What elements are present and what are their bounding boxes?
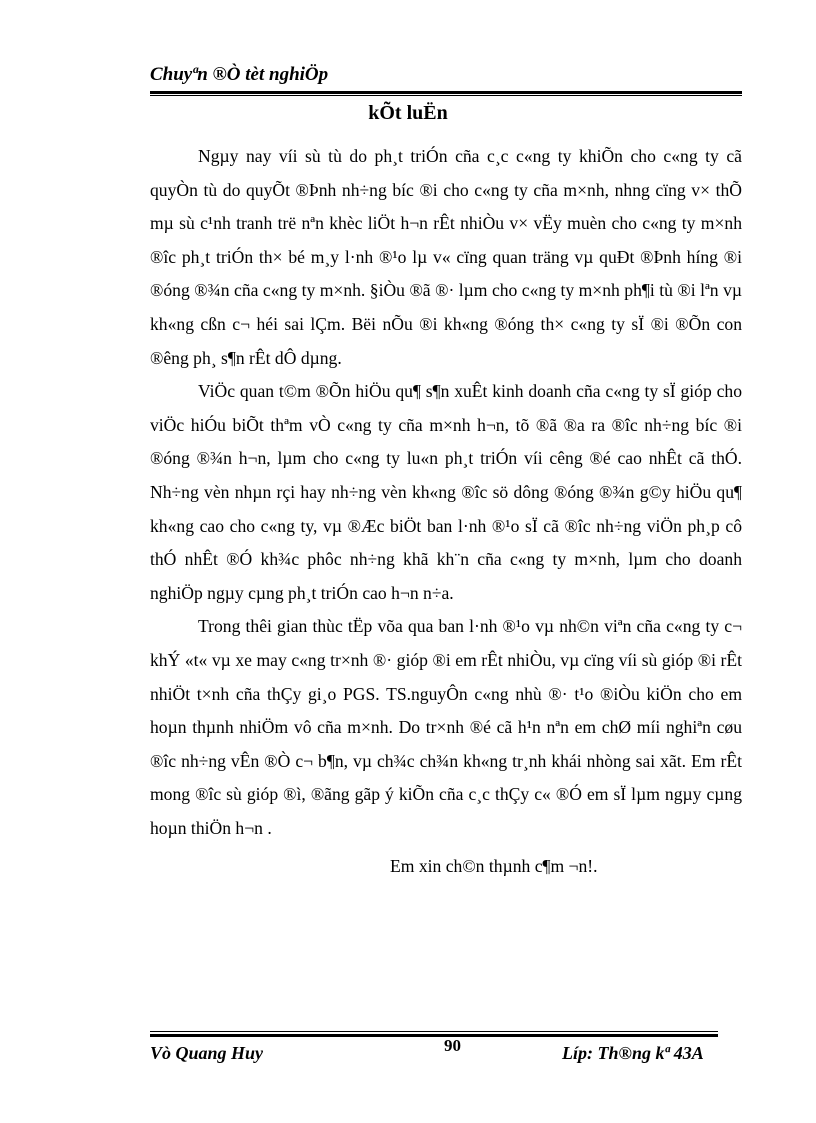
conclusion-heading: kÕt luËn [368, 102, 448, 124]
paragraph-2: ViÖc quan t©m ®Õn hiÖu qu¶ s¶n xuÊt kinh doanh cña c«ng ty sÏ gióp cho viÖc hiÓu biÕt thªm vÒ c«ng ty cña m×nh h¬n, tõ ®ã ®a ra ®îc nh÷ng bíc ®i ®óng ®¾n h¬n, lµm cho c«ng ty lu«n ph¸t triÓn víi cêng ®é cao nhÊt cã thÓ. Nh÷ng vèn nhµn rçi hay nh÷ng vèn kh«ng ®îc sö dông ®óng ®¾n g©y hiÖu qu¶ kh«ng cao cho c«ng ty, vµ ®Æc biÖt ban l·nh ®¹o sÏ cã ®îc nh÷ng viÖn ph¸p cô thÓ nhÊt ®Ó kh¾c phôc nh÷ng khã kh¨n cña c«ng ty m×nh, lµm cho doanh nghiÖp ngµy cµng ph¸t triÓn cao h¬n n÷a. [150, 381, 742, 603]
closing-thanks: Em xin ch©n thµnh c¶m ¬n!. [390, 856, 598, 876]
page-number: 90 [444, 1036, 461, 1055]
footer-author: Vò Quang Huy [150, 1043, 264, 1063]
paragraph-1: Ngµy nay víi sù tù do ph¸t triÓn cña c¸c c«ng ty khiÕn cho c«ng ty cã quyÒn tù do quyÕt ®Þnh nh÷ng bíc ®i cho c«ng ty cña m×nh, nhng cïng v× thÕ mµ sù c¹nh tranh trë nªn khèc liÖt h¬n rÊt nhiÒu v× vËy muèn cho c«ng ty m×nh ®îc ph¸t triÓn th× bé m¸y l·nh ®¹o lµ v« cïng quan träng vµ quÐt ®Þnh híng ®i ®óng ®¾n cña c«ng ty m×nh. §iÒu ®ã ®· lµm cho c«ng ty m×nh ph¶i tù ®i lªn vµ kh«ng cßn c¬ héi sai lÇm. Bëi nÕu ®i kh«ng ®óng th× c«ng ty sÏ ®i ®Õn con ®êng ph¸ s¶n rÊt dÔ dµng. [150, 146, 742, 368]
header-rule-thin [150, 95, 742, 96]
document-header-title: Chuyªn ®Ò tèt nghiÖp [150, 64, 329, 85]
header-rule-thick [150, 91, 742, 94]
conclusion-body [150, 140, 742, 845]
footer-class-label: Líp: Th®ng kª 43A [562, 1043, 704, 1063]
footer-rule-thin [150, 1031, 718, 1032]
footer-rule-thick [150, 1034, 718, 1037]
paragraph-3: Trong thêi gian thùc tËp võa qua ban l·nh ®¹o vµ nh©n viªn cña c«ng ty c¬ khÝ «t« vµ xe may c«ng tr×nh ®· gióp ®i em rÊt nhiÒu, vµ cïng víi sù gióp ®i rÊt nhiÖt t×nh cña thÇy gi¸o PGS. TS.nguyÔn c«ng nhù ®· t¹o ®iÒu kiÖn cho em hoµn thµnh nhiÖm vô cña m×nh. Do tr×nh ®é cã h¹n nªn em chØ míi nghiªn cøu ®îc nh÷ng vÊn ®Ò c¬ b¶n, vµ ch¾c ch¾n kh«ng tr¸nh khái nhòng sai xãt. Em rÊt mong ®îc sù gióp ®ì, ®ãng gãp ý kiÕn cña c¸c thÇy c« ®Ó em sÏ lµm ngµy cµng hoµn thiÖn h¬n . [150, 616, 742, 838]
